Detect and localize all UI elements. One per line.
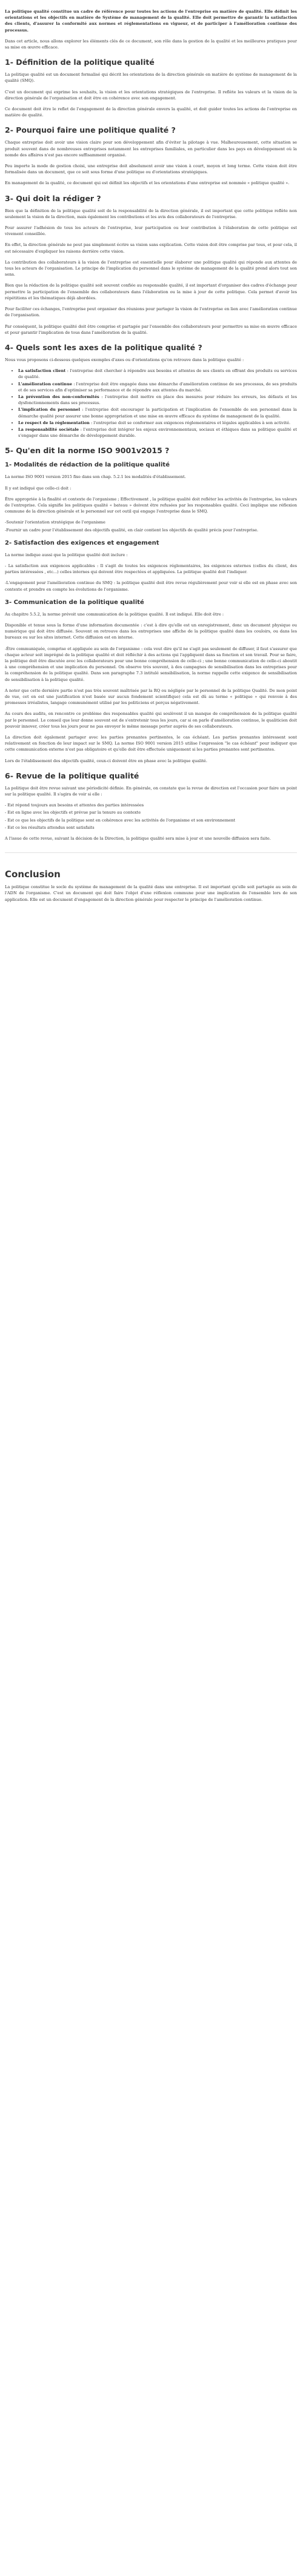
list-item bbox=[18, 381, 297, 393]
conclusion-paragraph: La politique constitue le socle du système de management de la qualité dans une entreprise. Il est important qu'elle soit partagée au sein de l'ADN de l'organisme. C'est un document qui doit faire l'objet d'une réflexion commune pour une implication de l'ensemble lors de son application. Elle est un document d'engagement de la direction générale pour respecter le principe de l'amélioration continue. bbox=[5, 885, 297, 902]
list-item bbox=[18, 427, 297, 439]
paragraph: Nous vous proposons ci-dessous quelques exemples d'axes ou d'orientations qu'on retrouve dans la politique qualité : bbox=[5, 357, 244, 362]
intro-paragraph-2: Dans cet article, nous allons explorer les éléments clés de ce document, son rôle dans la gestion de la qualité et les meilleures pratiques pour sa mise en œuvre efficace. bbox=[5, 38, 297, 50]
list-item-term: Le respect de la réglementation bbox=[18, 420, 90, 425]
list-item-text: : l'entreprise doit intégrer les enjeux environnementaux, sociaux et éthiques dans sa politique qualité et s'engager dans une démarche de développement durable. bbox=[18, 427, 297, 439]
paragraph: A l'issue de cette revue, suivant la décision de la Direction, la politique qualité sera mise à jour et une nouvelle diffusion sera faite. bbox=[5, 836, 271, 842]
subsection-1-title: 1- Modalités de rédaction de la politique qualité bbox=[5, 462, 170, 469]
intro-paragraph: La politique qualité constitue un cadre de référence pour toutes les actions de l'entreprise en matière de qualité. Elle définit les orientations et les objectifs en matière de Système de management de la qualité. Elle doit permettre de garantir la satisfaction des clients, d'assurer la conformité aux normes et réglementations en vigueur, et de participer à l'amélioration continue des processus. bbox=[5, 9, 297, 33]
paragraph: - Est répond toujours aux besoins et attentes des parties intéressées bbox=[5, 803, 144, 808]
paragraph: C'est un document qui exprime les souhaits, la vision et les orientations stratégiques de l'entreprise. Il reflète les valeurs et la vision de la direction générale de l'organisation et doit être en cohérence avec son engagement. bbox=[5, 89, 297, 101]
paragraph: Au chapitre 5.5.2, la norme prévoit une communication de la politique qualité. Il est indiqué. Elle doit être : bbox=[5, 611, 224, 617]
section-4-title: 4- Quels sont les axes de la politique qualité ? bbox=[5, 342, 202, 352]
paragraph: La norme indique aussi que la politique qualité doit inclure : bbox=[5, 552, 128, 557]
list-item-text: : l'entreprise doit mettre en place des mesures pour réduire les erreurs, les défauts et les dysfonctionnements dans ses processus. bbox=[18, 394, 297, 406]
paragraph: Par conséquent, la politique qualité doit être comprise et partagée par l'ensemble des collaborateurs pour permettre sa mise en œuvre efficace et pour garantir l'implication de tous dans l'amélioration de la qualité. bbox=[5, 324, 297, 335]
paragraph: -Soutenir l'orientation stratégique de l'organisme bbox=[5, 520, 105, 525]
paragraph: La politique doit être revue suivant une périodicité définie. En générale, on constate que la revue de direction est l'occasion pour faire un point sur la politique qualité. Il s'agira de voir si elle : bbox=[5, 785, 297, 797]
subsection-2-title: 2- Satisfaction des exigences et engagement bbox=[5, 539, 159, 546]
paragraph: - Est en ligne avec les objectifs et prévue par la tenure au contexte bbox=[5, 810, 141, 815]
paragraph: Lors de l'établissement des objectifs qualité, ceux-ci doivent être en phase avec la politique qualité. bbox=[5, 758, 207, 763]
list-item-term: L'implication du personnel bbox=[18, 407, 80, 413]
paragraph: - Est ce les résultats attendus sont satisfaits bbox=[5, 825, 95, 830]
list-item-term: La responsabilité sociétale bbox=[18, 427, 79, 432]
paragraph: Au cours des audits, on rencontre ce problème des responsables qualité qui soulèvent il un manque de compréhension de la politique qualité par le personnel. Le conseil que leur donne souvent est de s'entretenir tous les jours, car si on parle d'amélioration continue, le qualiticien doit pouvoir innover, créer tous les jours pour ne pas envoyer le même message porter auprès de ses collaborateurs. bbox=[5, 711, 297, 729]
article bbox=[0, 0, 303, 914]
divider bbox=[5, 852, 297, 853]
paragraph: Il y est indiqué que celle-ci doit : bbox=[5, 485, 72, 491]
paragraph: Bien que la rédaction de la politique qualité soit souvent confiée au responsable qualité, il est important d'organiser des cadres d'échange pour permettre la participation de l'ensemble des collaborateurs dans l'élaboration ou la mise à jour de cette politique. Cela permet d'avoir les répétitions et les thématiques déjà abordées. bbox=[5, 283, 297, 300]
paragraph: -Être communiquée, comprise et appliquée au sein de l'organisme : cela veut dire qu'il ne s'agit pas seulement de diffuser, il faut s'assurer que chaque acteur soit imprégné de la politique qualité et doit réfléchir à des actions qui l'appliquent dans sa fonction et son travail. Pour se faire, la politique doit être discutée avec les collaborateurs pour une bonne compréhension de celle-ci ; une bonne communication de celle-ci aboutit à une compréhension et une implication du personnel. On observe très souvent, à des campagnes de sensibilisation dans les entreprises pour la compréhension de la politique qualité. Dans son paragraphe 7.3 intitulé sensibilisation, la norme rappelle cette exigence de sensibilisation de sensibilisation à la politique qualité. bbox=[5, 646, 297, 682]
list-item bbox=[18, 368, 297, 380]
list-item-term: La prévention des non-conformités bbox=[18, 394, 99, 399]
paragraph: -Fournir un cadre pour l'établissement des objectifs qualité, en clair contient les objectifs de qualité précis pour l'entreprise. bbox=[5, 527, 259, 533]
paragraph: Ce document doit être le reflet de l'engagement de la direction générale envers la qualité, et doit guider toutes les actions de l'entreprise en matière de qualité. bbox=[5, 107, 297, 118]
paragraph: Pour assurer l'adhésion de tous les acteurs de l'entreprise, leur participation ou leur contribution à l'élaboration de cette politique est vivement conseillée. bbox=[5, 225, 297, 237]
bullet-lines bbox=[5, 519, 297, 533]
section-3-title: 3- Qui doit la rédiger ? bbox=[5, 193, 101, 203]
list-item-text: : l'entreprise doit être engagée dans une démarche d'amélioration continue de ses processus, de ses produits et de ses services afin d'optimiser sa performance et de répondre aux attentes du marché. bbox=[18, 381, 297, 393]
list-item bbox=[18, 420, 297, 426]
paragraph: -L'engagement pour l'amélioration continue du SMQ : la politique qualité doit être revue régulièrement pour voir si elle est en phase avec son contexte et prendre en compte les évolutions de l'organisme. bbox=[5, 580, 297, 592]
subsection-3-title: 3- Communication de la politique qualité bbox=[5, 599, 144, 606]
paragraph: - La satisfaction aux exigences applicables : Il s'agit de toutes les exigences réglementaires, les exigences externes (celles du client, des parties intéressées , etc...) celles internes qui doivent être respectées et appliquées. La politique qualité doit l'indiquer. bbox=[5, 563, 297, 575]
paragraph: Être appropriée à la finalité et contexte de l'organisme ; Effectivement , la politique qualité doit refléter les activités de l'entreprise, les valeurs de l'entreprise. Cela signifie les politiques qualité « bateau » doivent être refusées par les responsables qualité. Ceci implique une réflexion commune de la direction générale et le personnel sur cet outil qui engage l'entreprise dans le SMQ. bbox=[5, 496, 297, 514]
axes-list bbox=[5, 368, 297, 439]
paragraph: En effet, la direction générale ne peut pas simplement écrire sa vision sans explication. Cette vision doit être comprise par tous, et pour cela, il est nécessaire d'expliquer les raisons derrière cette vision. bbox=[5, 242, 297, 254]
paragraph: En management de la qualité, ce document qui est définit les objectifs et les orientations d'une entreprise est nommée « politique qualité ». bbox=[5, 181, 290, 186]
list-item-text: : l'entreprise doit chercher à répondre aux besoins et attentes de ses clients en offrant des produits ou services de qualité. bbox=[18, 368, 297, 380]
list-item-text: : l'entreprise doit encourager la participation et l'implication de l'ensemble de son personnel dans la démarche qualité pour assurer une bonne appropriation et une mise en œuvre efficace du système de management de la qualité. bbox=[18, 407, 297, 419]
section-1-title: 1- Définition de la politique qualité bbox=[5, 58, 155, 67]
paragraph: Pour faciliter ces échanges, l'entreprise peut organiser des réunions pour partager la vision de l'entreprise en lien avec l'amélioration continue de l'organisation. bbox=[5, 307, 297, 318]
paragraph: Disponible et tenue sous la forme d'une information documentée : c'est à dire qu'elle est un enregistrement, donc un document physique ou numérique qui doit être diffusée. Souvent on retrouve dans les entreprises une affiche de la politique qualité dans les couloirs, ou dans les bureaux ou sur les sites internet. Cette diffusion est en interne. bbox=[5, 622, 297, 640]
list-item-term: La satisfaction client bbox=[18, 368, 66, 374]
section-5-title: 5- Qu'en dit la norme ISO 9001v2015 ? bbox=[5, 446, 170, 456]
section-6-title: 6- Revue de la politique qualité bbox=[5, 771, 139, 780]
list-item-text: : l'entreprise doit se conformer aux exigences réglementaires et légales applicables à son activité. bbox=[89, 420, 291, 425]
review-criteria bbox=[5, 802, 297, 831]
list-item bbox=[18, 394, 297, 406]
paragraph: - Est ce que les objectifs de la politique sont en cohérence avec les activités de l'organisme et son environnement bbox=[5, 817, 236, 823]
section-2-title: 2- Pourquoi faire une politique qualité ? bbox=[5, 125, 176, 135]
paragraph: Bien que la définition de la politique qualité soit de la responsabilité de la direction générale, il est important que cette politique reflète non seulement la vision de la direction, mais également les contributions et les avis des collaborateurs de l'entreprise. bbox=[5, 208, 297, 219]
list-item bbox=[18, 407, 297, 419]
conclusion-title: Conclusion bbox=[5, 869, 61, 880]
list-item-term: L'amélioration continue bbox=[18, 381, 72, 387]
paragraph: La politique qualité est un document formalisé qui décrit les orientations de la direction générale en matière de système de management de la qualité (SMQ). bbox=[5, 72, 297, 84]
paragraph: Chaque entreprise doit avoir une vision claire pour son développement afin d'éviter la pilotage à vue. Malheureusement, cette situation se produit souvent dans de nombreuses entreprises notamment les entreprises familiales, en particulier dans les pays en développement où la nomde des affaires n'est pas encore suffisamment organisé. bbox=[5, 140, 297, 158]
paragraph: La norme ISO 9001 version 2015 fixe dans son chap. 5.2.1 les modalités d'établissement. bbox=[5, 474, 186, 480]
paragraph: Peu importe la mode de gestion choisi, une entreprise doit absolument avoir une vision à court, moyen et long terme. Cette vision doit être formalisée dans un document, que ce soit sous forme d'une politique ou d'orientations stratégiques. bbox=[5, 164, 297, 175]
paragraph: A noter que cette dernière partie n'est pas très souvent maîtrisée par la RQ ou négligée par le personnel de la politique Qualité. De mon point de vue, cet en est une justification n'est basée sur aucun fondement scientifique) cela est dû au terme « politique » qui renvoie à des promesses irréalistes, langage communément utilisé par les politiciens et perçus négativement. bbox=[5, 688, 297, 706]
paragraph: La direction doit également partager avec les parties prenantes pertinentes, le cas échéant. Les parties prenantes intéressent sont relativement en fonction de leur impact sur le SMQ. La norme ISO 9001 version 2015 utilise l'expression "le cas échéant" pour indiquer que cette communication externe n'est pas obligatoire et qu'elle doit être effectuée uniquement si les parties prenantes sont pertinentes. bbox=[5, 735, 297, 752]
paragraph: La contribution des collaborateurs à la vision de l'entreprise est essentielle pour élaborer une politique qualité qui réponde aux attentes de tous les acteurs de l'organisation. Le principe de l'implication du personnel dans le système de management de la qualité prend alors tout son sens. bbox=[5, 259, 297, 277]
